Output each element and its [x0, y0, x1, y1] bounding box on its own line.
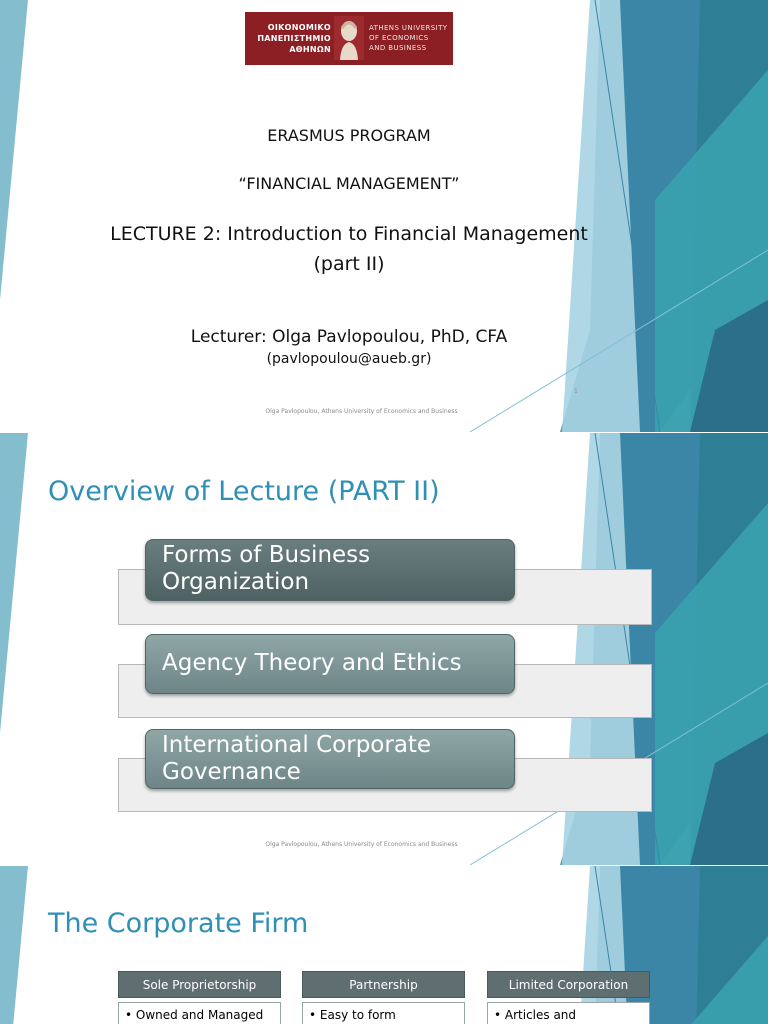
column-header-partnership: Partnership — [302, 971, 465, 998]
overview-slide — [0, 433, 768, 865]
column-body-sole-proprietorship — [118, 1002, 281, 1024]
logo-greek-text: ΟΙΚΟΝΟΜΙΚΟ ΠΑΝΕΠΙΣΤΗΜΙΟ ΑΘΗΝΩΝ — [257, 23, 331, 54]
column-body-partnership — [302, 1002, 465, 1024]
lecture-title-line1: LECTURE 2: Introduction to Financial Management — [110, 223, 588, 245]
slide-title: Overview of Lecture (PART II) — [48, 476, 440, 507]
logo-english-text: ATHENS UNIVERSITY OF ECONOMICS AND BUSINESS — [369, 24, 448, 52]
item-label-line2: Organization — [162, 569, 310, 595]
title-slide — [0, 0, 768, 432]
bullet-text: • Articles and — [494, 1008, 577, 1022]
overview-item-governance — [145, 729, 515, 789]
column-header-limited-corporation: Limited Corporation — [487, 971, 650, 998]
program-title: ERASMUS PROGRAM — [267, 126, 431, 145]
overview-item-agency — [145, 634, 515, 694]
page-number: 1 — [574, 388, 578, 395]
item-label-line1: International Corporate — [162, 732, 432, 758]
university-logo — [245, 12, 453, 65]
bullet-text: • Easy to form — [309, 1008, 396, 1022]
lecture-title-line2: (part II) — [313, 253, 385, 275]
item-label-line1: Forms of Business — [162, 542, 371, 568]
overview-item-forms — [145, 539, 515, 601]
column-header-sole-proprietorship: Sole Proprietorship — [118, 971, 281, 998]
slide-title: The Corporate Firm — [48, 908, 309, 939]
column-body-limited-corporation — [487, 1002, 650, 1024]
item-label-line1: Agency Theory and Ethics — [162, 650, 462, 676]
slide-footer: Olga Pavlopoulou, Athens University of Economics and Business — [265, 841, 458, 848]
slide-footer: Olga Pavlopoulou, Athens University of Economics and Business — [265, 408, 458, 415]
bullet-text: • Owned and Managed — [125, 1008, 264, 1022]
decorative-blue-facets — [0, 866, 768, 1024]
course-title: “FINANCIAL MANAGEMENT” — [238, 174, 460, 193]
bust-emblem-icon — [334, 16, 364, 60]
lecturer-email: (pavlopoulou@aueb.gr) — [266, 351, 432, 367]
lecturer-name: Lecturer: Olga Pavlopoulou, PhD, CFA — [190, 327, 508, 347]
item-label-line2: Governance — [162, 759, 301, 785]
corporate-firm-slide — [0, 866, 768, 1024]
